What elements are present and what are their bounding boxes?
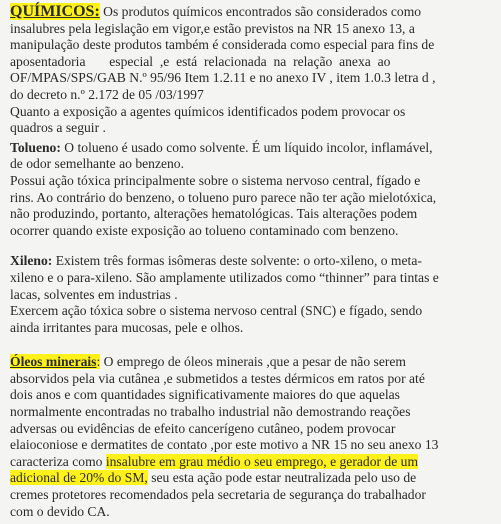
paragraph-line: Tolueno: O tolueno é usado como solvente. É um líquido incolor, inflamável,: [10, 139, 433, 155]
paragraph-line: ainda irritantes para mucosas, pele e olhos.: [10, 319, 244, 335]
paragraph-line: xileno e o para-xileno. São amplamente utilizados como “thinner” para tintas e: [10, 269, 439, 285]
highlighted-text: adicional de 20% do SM,: [10, 470, 148, 486]
paragraph-line: Possui ação tóxica principalmente sobre o sistema nervoso central, fígado e: [10, 172, 421, 188]
paragraph-line: Óleos minerais: O emprego de óleos minerais ,que a pesar de não serem: [10, 354, 406, 370]
paragraph-line: Quanto a exposição a agentes químicos identificados podem provocar os: [10, 103, 406, 119]
tolueno-heading: Tolueno:: [10, 139, 61, 155]
paragraph-line: elaioconiose e dermatites de contato ,por este motivo a NR 15 no seu anexo 13: [10, 437, 439, 453]
oleos-heading: Óleos minerais: [10, 354, 97, 370]
paragraph-line: Exercem ação tóxica sobre o sistema nervoso central (SNC) e fígado, sendo: [10, 303, 423, 319]
paragraph-line: aposentadoria especial ,e está relacionada na relação anexa ao: [10, 53, 391, 69]
paragraph-line: manipulação deste produtos também é considerada como especial para fins de: [10, 37, 435, 53]
paragraph-line: adversas ou evidências de efeito cancerígeno cutâneo, podem provocar: [10, 420, 396, 436]
section-quimicos: [10, 4, 491, 137]
paragraph-line: não produzindo, portanto, alterações hematológicas. Tais alterações podem: [10, 206, 418, 222]
xileno-heading: Xileno:: [10, 253, 53, 269]
paragraph-line: com o devido CA.: [10, 503, 110, 519]
paragraph-line: do decreto n.º 2.172 de 05 /03/1997: [10, 86, 204, 102]
paragraph-line: QUÍMICOS: Os produtos químicos encontrados são considerados como: [10, 3, 422, 20]
paragraph-line: lacas, solventes em industrias .: [10, 286, 178, 302]
paragraph-line: adicional de 20% do SM, seu esta ação pode estar neutralizada pelo uso de: [10, 470, 417, 486]
section-oleos-minerais: [10, 354, 491, 520]
paragraph-line: OF/MPAS/SPS/GAB N.º 95/96 Item 1.2.11 e no anexo IV , item 1.0.3 letra d ,: [10, 70, 436, 86]
paragraph-line: dois anos e com quantidades significativamente maiores do que aquelas: [10, 387, 400, 403]
paragraph-line: insalubres pela legislação em vigor,e estão previstos na NR 15 anexo 13, a: [10, 20, 415, 36]
highlighted-text: insalubre em grau médio o seu emprego, e gerador de um: [105, 453, 419, 469]
paragraph-line: caracteriza como insalubre em grau médio o seu emprego, e gerador de um: [10, 453, 419, 469]
section-xileno: [10, 253, 491, 336]
paragraph-line: de odor semelhante ao benzeno.: [10, 156, 185, 172]
paragraph-line: cremes protetores recomendados pela secretaria de segurança do trabalhador: [10, 487, 426, 503]
paragraph-line: rins. Ao contrário do benzeno, o tolueno puro parece não ter ação mielotóxica,: [10, 189, 437, 205]
paragraph-line: Xileno: Existem três formas isômeras deste solvente: o orto-xileno, o meta-: [10, 253, 422, 269]
paragraph-line: normalmente encontradas no trabalho industrial não demostrando reações: [10, 404, 411, 420]
paragraph-line: absorvidos pela via cutânea ,e submetidos a testes dérmicos em ratos por até: [10, 370, 425, 386]
paragraph-line: quadros a seguir .: [10, 120, 106, 136]
section-tolueno: [10, 140, 491, 240]
paragraph-line: ocorrer quando existe exposição ao tolueno contaminado com benzeno.: [10, 222, 399, 238]
quimicos-heading: QUÍMICOS:: [10, 3, 100, 20]
